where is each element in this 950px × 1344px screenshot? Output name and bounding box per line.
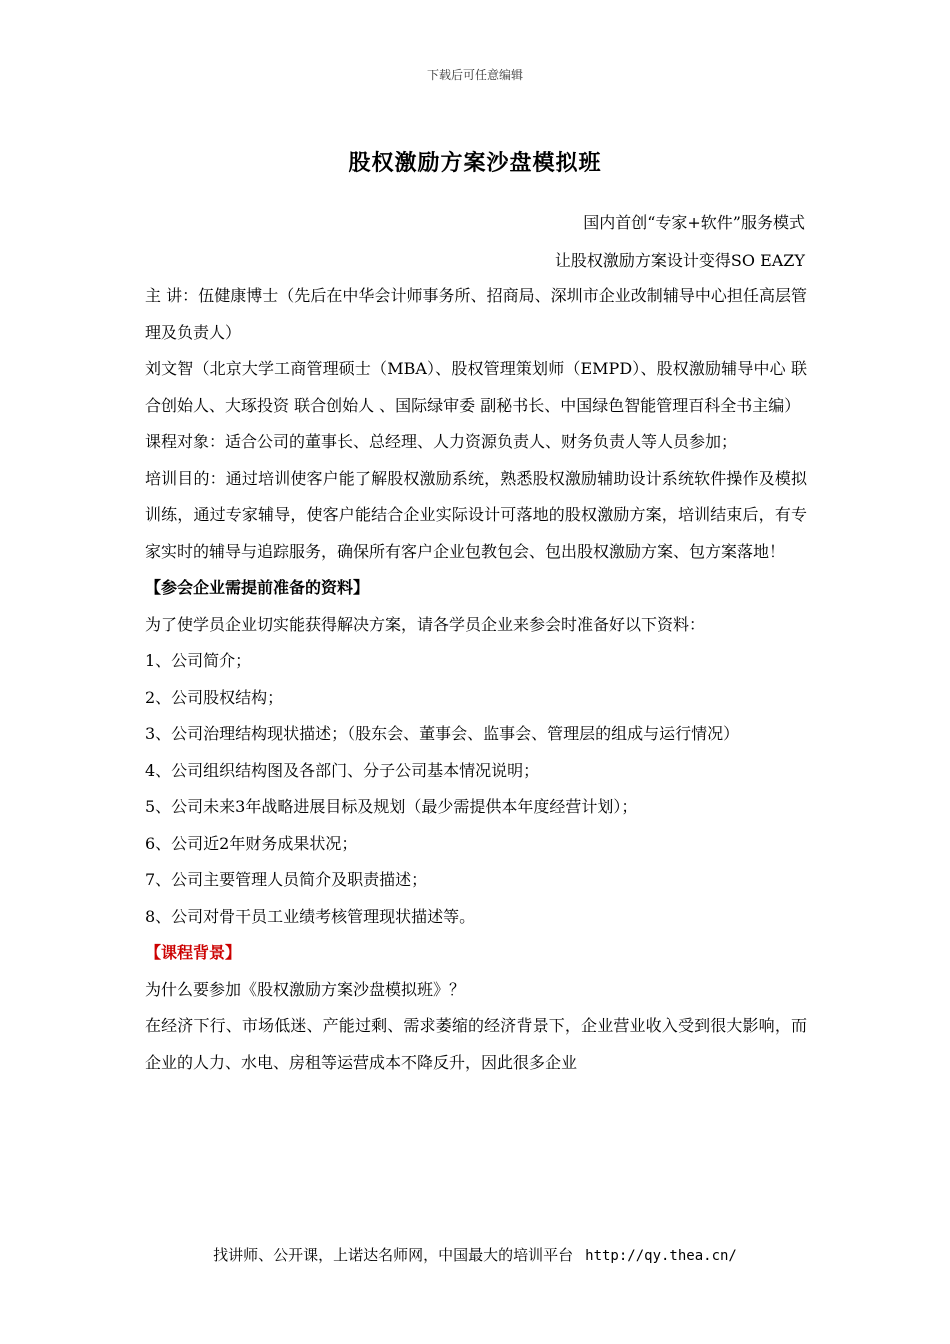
- materials-item: 2、公司股权结构；: [145, 687, 284, 707]
- materials-item: 1、公司简介；: [145, 651, 252, 670]
- materials-intro: 为了使学员企业切实能获得解决方案，请各学员企业来参会时准备好以下资料：: [145, 614, 706, 634]
- page-footer: [0, 1244, 950, 1265]
- document-title: 股权激励方案沙盘模拟班: [348, 150, 602, 176]
- background-text: 在经济下行、市场低迷、产能过剩、需求萎缩的经济背景下，企业营业收入受到很大影响，而企业的人力、水电、房租等运营成本不降反升，因此很多企业: [145, 1016, 807, 1072]
- tagline-2: 让股权激励方案设计变得SO EAZY: [554, 251, 805, 270]
- tagline-1: 国内首创“专家+软件”服务模式: [583, 213, 805, 232]
- materials-item: 4、公司组织结构图及各部门、分子公司基本情况说明；: [145, 760, 540, 780]
- materials-item: 6、公司近2年财务成果状况；: [145, 833, 358, 853]
- background-question: 为什么要参加《股权激励方案沙盘模拟班》？: [145, 979, 466, 999]
- footer-text: 找讲师、公开课，上诺达名师网，中国最大的培训平台: [213, 1246, 574, 1264]
- background-heading: 【课程背景】: [145, 943, 242, 962]
- course-audience: 课程对象：适合公司的董事长、总经理、人力资源负责人、财务负责人等人员参加；: [145, 432, 738, 451]
- materials-item: 7、公司主要管理人员简介及职责描述；: [145, 870, 428, 889]
- lecturer-2: 刘文智（北京大学工商管理硕士（MBA）、股权管理策划师（EMPD）、股权激励辅导中心 联合创始人、大琢投资 联合创始人 、国际绿审委 副秘书长、中国绿色智能管理百科全书主编）: [145, 359, 807, 415]
- document-body: [145, 278, 807, 1081]
- footer-link[interactable]: http://qy.thea.cn/: [585, 1248, 737, 1264]
- training-objective: 培训目的：通过培训使客户能了解股权激励系统，熟悉股权激励辅助设计系统软件操作及模拟训练，通过专家辅导，使客户能结合企业实际设计可落地的股权激励方案，培训结束后，有专家实时的辅导与追踪服务，确保所有客户企业包教包会、包出股权激励方案、包方案落地！: [145, 468, 807, 561]
- lecturer-1: 主 讲：伍健康博士（先后在中华会计师事务所、招商局、深圳市企业改制辅导中心担任高层管理及负责人）: [145, 286, 807, 342]
- tagline-block: [555, 208, 805, 284]
- materials-item: 3、公司治理结构现状描述；（股东会、董事会、监事会、管理层的组成与运行情况）: [145, 724, 740, 743]
- materials-heading: 【参会企业需提前准备的资料】: [145, 578, 370, 597]
- header-note: 下载后可任意编辑: [426, 68, 523, 82]
- materials-item: 5、公司未来3年战略进展目标及规划（最少需提供本年度经营计划）；: [145, 797, 638, 816]
- materials-item: 8、公司对骨干员工业绩考核管理现状描述等。: [145, 906, 476, 926]
